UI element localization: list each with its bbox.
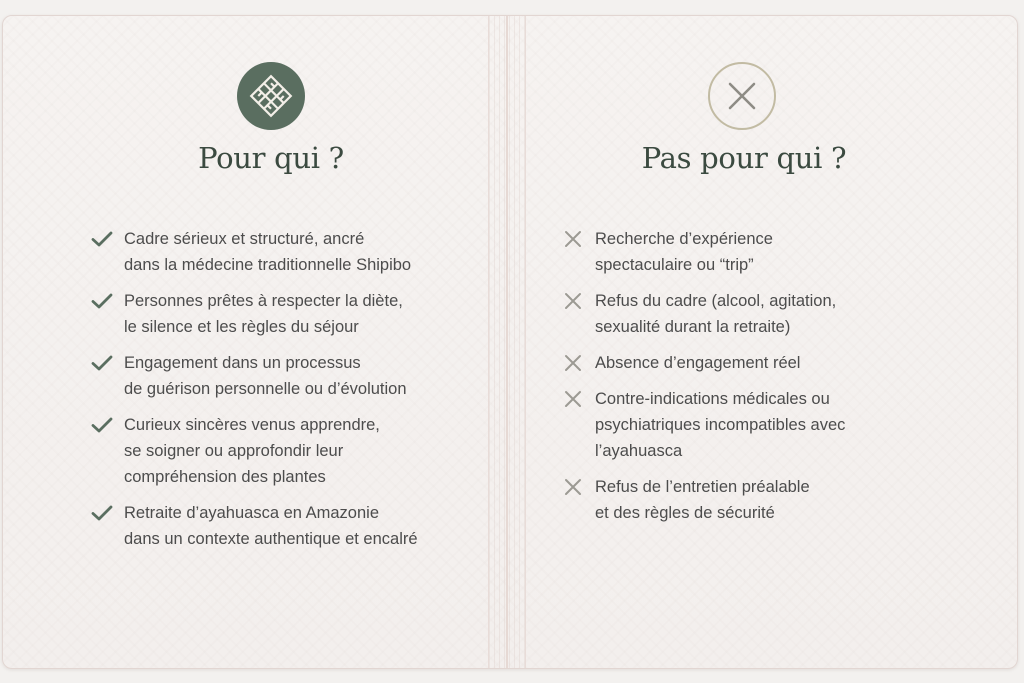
check-icon [91, 230, 113, 248]
list-item-line: Engagement dans un processus [124, 354, 361, 372]
list-item-line: Absence d’engagement réel [595, 354, 801, 372]
cross-icon [562, 292, 584, 310]
for-whom-title: Pour qui ? [198, 141, 344, 175]
cross-icon [562, 230, 584, 248]
list-item-line: Retraite d’ayahuasca en Amazonie [124, 504, 379, 522]
list-item [91, 350, 481, 402]
list-item-line: Personnes prêtes à respecter la diète, [124, 292, 403, 310]
list-item-line: se soigner ou approfondir leur [124, 442, 344, 460]
list-item-line: de guérison personnelle ou d’évolution [124, 380, 407, 398]
list-item-line: et des règles de sécurité [595, 504, 775, 522]
list-item-line: spectaculaire ou “trip” [595, 256, 754, 274]
list-item-line: Contre-indications médicales ou [595, 390, 830, 408]
check-icon [91, 416, 113, 434]
list-item-line: compréhension des plantes [124, 468, 326, 486]
shipibo-pattern-icon [237, 62, 305, 130]
list-item [562, 350, 902, 376]
check-icon [91, 354, 113, 372]
list-item-line: l’ayahuasca [595, 442, 683, 460]
list-item-line: dans la médecine traditionnelle Shipibo [124, 256, 412, 274]
list-item [562, 226, 902, 278]
list-item-line: le silence et les règles du séjour [124, 318, 359, 336]
list-item-line: dans un contexte authentique et encalré [124, 530, 418, 548]
for-whom-list [91, 226, 481, 562]
for-whom-column [3, 16, 488, 668]
list-item [91, 226, 481, 278]
list-item [562, 386, 902, 464]
list-item-line: Refus de l’entretien préalable [595, 478, 810, 496]
center-divider [488, 16, 526, 668]
cross-icon [562, 478, 584, 496]
list-item [91, 500, 481, 552]
check-icon [91, 504, 113, 522]
list-item [562, 474, 902, 526]
not-for-whom-list [562, 226, 902, 536]
not-for-whom-column [524, 16, 1018, 668]
list-item [91, 412, 481, 490]
list-item [562, 288, 902, 340]
cross-icon [562, 354, 584, 372]
list-item-line: Curieux sincères venus apprendre, [124, 416, 380, 434]
list-item [91, 288, 481, 340]
list-item-line: Cadre sérieux et structuré, ancré [124, 230, 365, 248]
comparison-card [2, 15, 1018, 669]
list-item-line: Refus du cadre (alcool, agitation, [595, 292, 837, 310]
list-item-line: sexualité durant la retraite) [595, 318, 791, 336]
close-circle-icon [708, 62, 776, 130]
list-item-line: psychiatriques incompatibles avec [595, 416, 846, 434]
check-icon [91, 292, 113, 310]
cross-icon [562, 390, 584, 408]
not-for-whom-title: Pas pour qui ? [641, 141, 847, 175]
list-item-line: Recherche d’expérience [595, 230, 773, 248]
